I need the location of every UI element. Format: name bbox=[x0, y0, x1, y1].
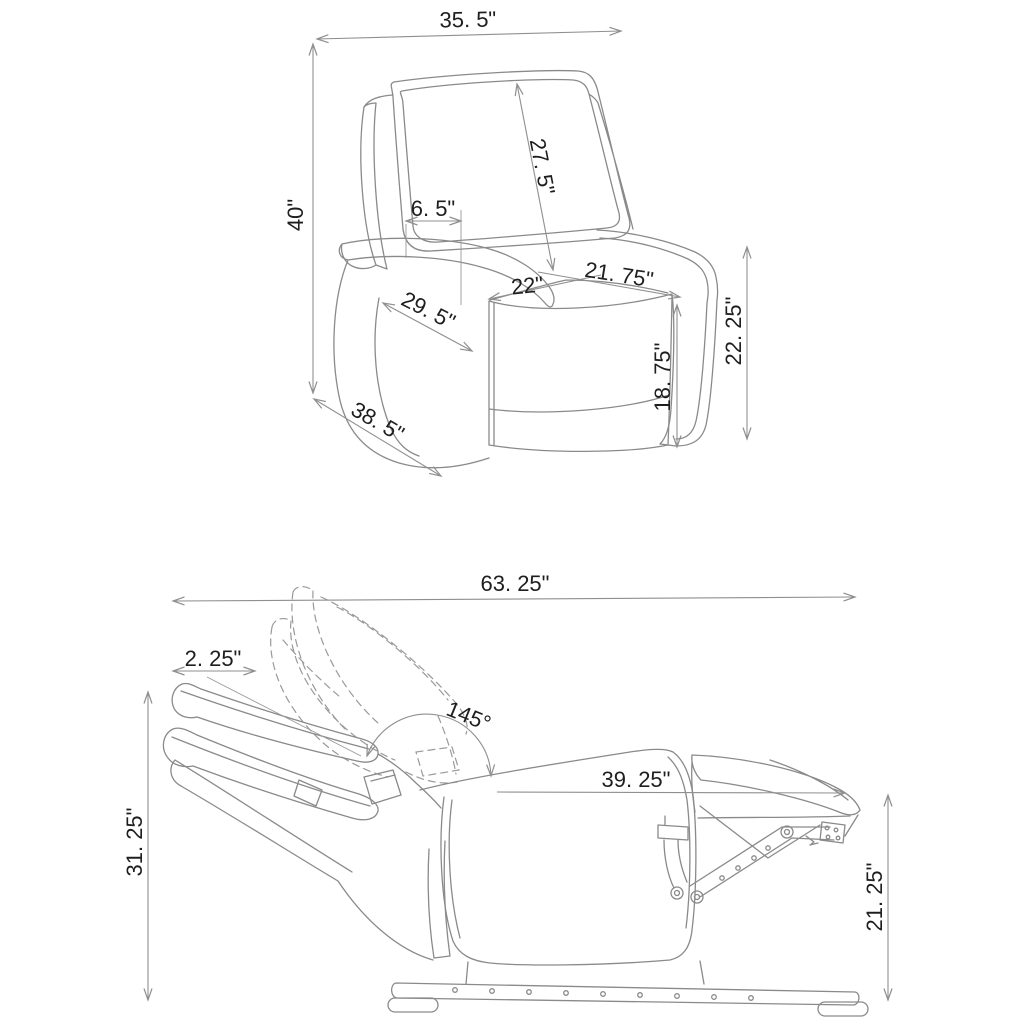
dim-arm-face-width bbox=[383, 286, 472, 351]
dim-overall-width bbox=[317, 7, 621, 39]
dim-arm-height bbox=[721, 247, 747, 439]
side-left-foot bbox=[388, 998, 438, 1012]
dim-reclined-height bbox=[122, 692, 148, 1000]
dim-footrest-height bbox=[862, 795, 888, 1000]
side-base bbox=[392, 841, 859, 1005]
dim-back-to-footrest-label: 39. 25" bbox=[601, 767, 671, 792]
dim-back-height-label: 27. 5" bbox=[524, 136, 561, 197]
ghost-backrest-positions bbox=[271, 587, 467, 783]
side-footrest bbox=[692, 755, 860, 818]
dim-reclined-length-line bbox=[173, 597, 855, 601]
dim-headrest-extension-label: 2. 25" bbox=[184, 646, 242, 671]
dim-headrest-extension-leader bbox=[207, 677, 361, 756]
dim-overall-height-label: 40" bbox=[283, 198, 308, 232]
dim-recline-angle-label: 145° bbox=[443, 695, 495, 737]
dim-arm-height-label: 22. 25" bbox=[721, 296, 746, 366]
side-lower-back bbox=[171, 760, 433, 960]
front-view bbox=[283, 7, 747, 476]
dim-back-to-footrest-line bbox=[497, 792, 845, 793]
dim-reclined-height-label: 31. 25" bbox=[122, 807, 147, 877]
dim-arm-face-width-label: 29. 5" bbox=[397, 286, 460, 335]
dim-reclined-length-label: 63. 25" bbox=[480, 571, 550, 596]
dim-seat-front-height bbox=[650, 305, 677, 447]
dim-recline-angle bbox=[367, 696, 495, 776]
side-headrest-cushion bbox=[172, 683, 378, 762]
dim-back-height bbox=[517, 84, 560, 270]
backrest-outline bbox=[391, 71, 633, 251]
dim-overall-width-line bbox=[317, 31, 621, 39]
dim-overall-depth-label: 38. 5" bbox=[346, 396, 409, 447]
side-back-cushion bbox=[163, 728, 378, 820]
backrest-left-panel bbox=[361, 95, 393, 269]
side-mechanism bbox=[658, 806, 858, 897]
dim-armrest-width-label: 6. 5" bbox=[410, 196, 456, 221]
dim-overall-height bbox=[283, 44, 313, 393]
dim-footrest-height-label: 21. 25" bbox=[862, 862, 887, 932]
dim-reclined-length bbox=[173, 571, 855, 601]
seat-outline bbox=[489, 280, 672, 451]
dim-seat-depth-label: 21. 75" bbox=[583, 256, 656, 293]
dim-seat-width-label: 22" bbox=[509, 271, 545, 300]
side-view bbox=[122, 571, 888, 1016]
dim-seat-front-height-label: 18. 75" bbox=[650, 342, 675, 412]
dim-overall-depth bbox=[314, 396, 441, 476]
dim-overall-width-label: 35. 5" bbox=[439, 6, 497, 33]
